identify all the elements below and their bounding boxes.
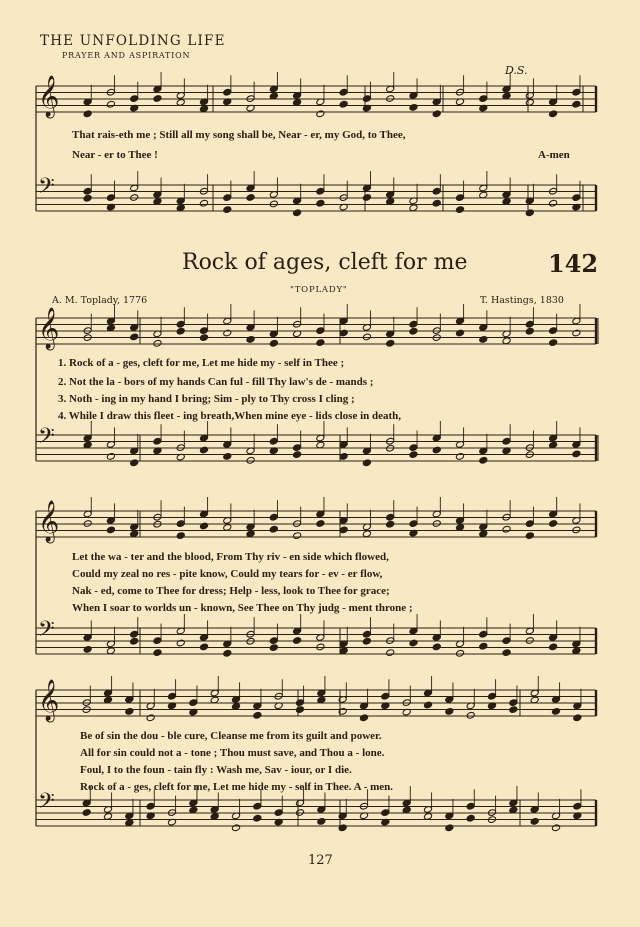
svg-text:𝄢: 𝄢 [38,617,55,647]
bass-staff [36,435,596,461]
verse-line: 3. Noth - ing in my hand I bring; Sim - ply to Thy cross I cling ; [58,393,355,405]
svg-text:𝄢: 𝄢 [38,424,55,454]
verse-line: 1. Rock of a - ges, cleft for me, Let me hide my - self in Thee ; [58,357,345,369]
svg-text:𝄞: 𝄞 [38,501,60,542]
composer-credit: T. Hastings, 1830 [480,295,564,306]
svg-text:𝄞: 𝄞 [38,76,60,117]
treble-staff [36,318,596,344]
verse-line: Could my zeal no res - pite know, Could my tears for - ev - er flow, [72,568,383,580]
verse-line: Nak - ed, come to Thee for dress; Help - less, look to Thee for grace; [72,585,390,597]
page-number: 127 [308,853,333,868]
bass-staff [36,185,596,211]
svg-text:𝄞: 𝄞 [38,680,60,721]
prev-lyric-line-1: That rais-eth me ; Still all my song shall be, Near - er, my God, to Thee, [72,129,406,141]
tune-name: "TOPLADY" [290,285,348,295]
treble-staff [36,86,596,112]
ds-mark: D.S. [505,64,528,77]
hymn-number: 142 [548,249,599,278]
prev-amen: A-men [538,149,570,161]
section-subtitle: PRAYER AND ASPIRATION [62,51,191,60]
treble-staff [36,511,596,537]
section-title: THE UNFOLDING LIFE [40,33,226,49]
verse-line: 4. While I draw this fleet - ing breath,When mine eye - lids close in death, [58,410,402,422]
verse-line: Rock of a - ges, cleft for me, Let me hide my - self in Thee. A - men. [80,781,394,793]
verse-line: Be of sin the dou - ble cure, Cleanse me from its guilt and power. [80,730,382,742]
author-credit: A. M. Toplady, 1776 [52,295,148,306]
bass-staff [36,628,596,654]
svg-text:𝄞: 𝄞 [38,308,60,349]
svg-text:𝄢: 𝄢 [38,174,55,204]
svg-text:𝄢: 𝄢 [38,789,55,819]
verse-line: Let the wa - ter and the blood, From Thy riv - en side which flowed, [72,551,389,563]
hymn-title: Rock of ages, cleft for me [182,250,468,275]
verse-line: Foul, I to the foun - tain fly : Wash me, Sav - iour, or I die. [80,764,352,776]
prev-lyric-line-2: Near - er to Thee ! [72,149,158,161]
verse-line: All for sin could not a - tone ; Thou must save, and Thou a - lone. [80,747,385,759]
verse-line: 2. Not the la - bors of my hands Can ful - fill Thy law's de - mands ; [58,376,374,388]
verse-line: When I soar to worlds un - known, See Thee on Thy judg - ment throne ; [72,602,413,614]
